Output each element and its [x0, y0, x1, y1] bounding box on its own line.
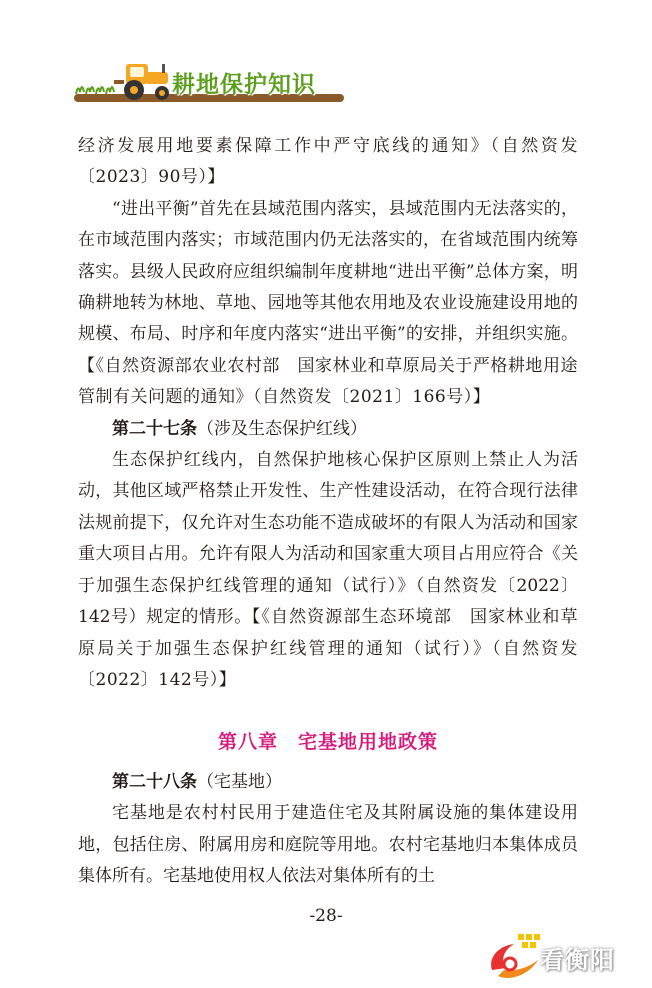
- body-text-bottom: [78, 767, 578, 893]
- body-text-top: [78, 131, 578, 696]
- article-27-subtitle: （涉及生态保护红线）: [197, 418, 367, 439]
- article-27-title: 第二十七条: [112, 418, 197, 439]
- header-title: 耕地保护知识: [172, 72, 316, 98]
- paragraph-balance-body: “进出平衡”首先在县域范围内落实，县域范围内无法落实的，在市域范围内落实；市域范围内仍无法落实的，在省域范围内统筹落实。县级人民政府应组织编制年度耕地“进出平衡”总体方案，明确耕地转为林地、草地、园地等其他农用地及农业设施建设用地的规模、布局、时序和年度内落实“进出平衡”的安排，并组织实施。: [78, 198, 578, 345]
- page-number: -28-: [309, 906, 343, 926]
- chapter-heading: 第八章 宅基地用地政策: [217, 731, 438, 753]
- paragraph-red-line-body: 生态保护红线内，自然保护地核心保护区原则上禁止人为活动，其他区域严格禁止开发性、生产性建设活动，在符合现行法律法规前提下，仅允许对生态功能不造成破坏的有限人为活动和国家重大项目占用。允许有限人为活动和国家重大项目占用应符合《关于加强生态保护红线管理的通知（试行）》（自然资发〔2022〕142号）规定的情形。: [78, 450, 578, 628]
- watermark-text: 看衡阳: [540, 946, 615, 974]
- article-27-heading: [78, 414, 578, 445]
- tractor-icon: [70, 58, 180, 104]
- article-28-subtitle: （宅基地）: [197, 772, 282, 792]
- kanhengyang-logo-icon: [484, 930, 544, 984]
- paragraph-red-line-citation: 【《自然资源部生态环境部 国家林业和草原局关于加强生态保护红线管理的通知（试行）》（自然资发〔2022〕142号）】: [78, 607, 578, 690]
- article-28-heading: [78, 767, 578, 798]
- watermark: [484, 930, 649, 984]
- page-header: [70, 58, 350, 113]
- paragraph-balance-citation: 【《自然资源部农业农村部 国家林业和草原局关于严格耕地用途管制有关问题的通知》（自然资发〔2021〕166号）】: [78, 355, 578, 408]
- paragraph-balance: [78, 194, 578, 414]
- paragraph-citation-continued: 经济发展用地要素保障工作中严守底线的通知》（自然资发〔2023〕90号）】: [78, 136, 578, 188]
- paragraph-red-line: [78, 445, 578, 696]
- paragraph-homestead: 宅基地是农村村民用于建造住宅及其附属设施的集体建设用地，包括住房、附属用房和庭院等用地。农村宅基地归本集体成员集体所有。宅基地使用权人依法对集体所有的土: [78, 803, 578, 887]
- article-28-title: 第二十八条: [112, 772, 197, 792]
